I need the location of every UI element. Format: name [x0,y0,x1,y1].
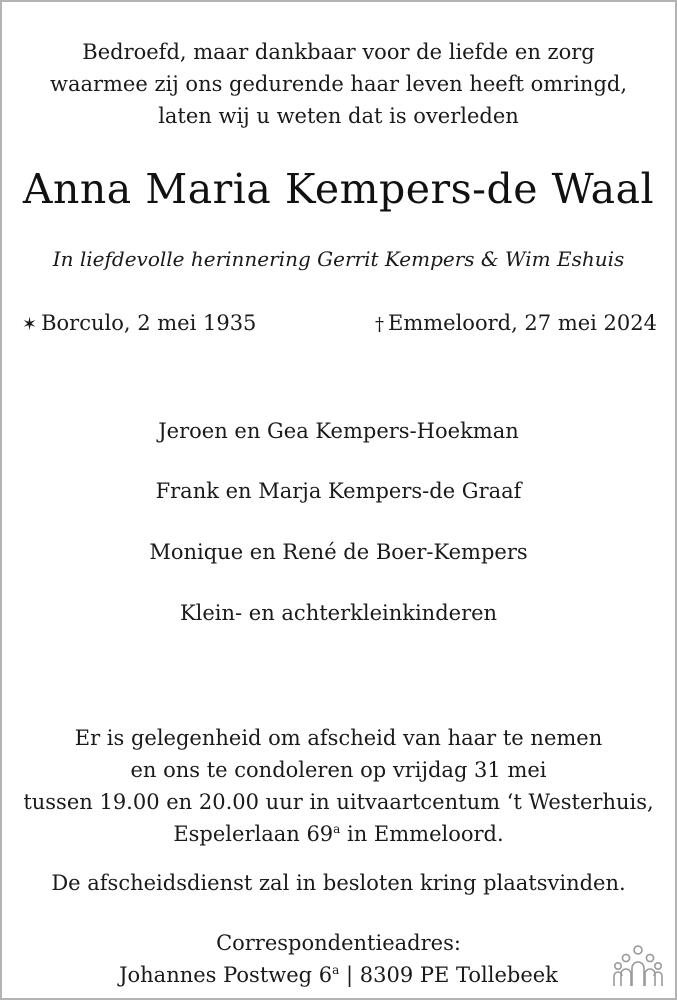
correspondence-street: Johannes Postweg 6 [119,963,333,987]
ceremony-note: De afscheidsdienst zal in besloten kring plaatsvinden. [51,871,626,895]
death-info [375,308,657,340]
relative-line: Klein- en achterkleinkinderen [179,601,498,625]
intro-line: laten wij u weten dat is overleden [158,104,519,128]
intro-line: Bedroefd, maar dankbaar voor de liefde en zorg [82,40,595,64]
visitation-info [2,722,675,850]
correspondence-block [2,927,675,991]
deceased-name: Anna Maria Kempers-de Waal [22,165,655,213]
correspondence-label: Correspondentieadres: [216,931,461,955]
death-text: Emmeloord, 27 mei 2024 [388,311,657,335]
intro-line: waarmee zij ons gedurende haar leven heeft omringd, [49,72,628,96]
people-group-icon [613,944,663,988]
visitation-line: tussen 19.00 en 20.00 uur in uitvaartcentum ‘t Westerhuis, [23,790,654,814]
death-cross-icon: † [375,314,384,335]
visitation-line: en ons te condoleren op vrijdag 31 mei [130,758,547,782]
relative-line: Monique en René de Boer-Kempers [149,540,528,564]
in-memory-line: In liefdevolle herinnering Gerrit Kempers & Wim Eshuis [52,247,625,271]
intro-text [2,36,675,132]
visitation-address-city: in Emmeloord. [340,822,504,846]
visitation-address-suffix: a [333,822,341,836]
correspondence-address [2,959,675,991]
relative-line: Jeroen en Gea Kempers-Hoekman [158,419,519,443]
birth-star-icon: ✶ [22,314,38,335]
visitation-address [2,818,675,850]
birth-info [22,308,256,340]
correspondence-postcode: | 8309 PE Tollebeek [339,963,558,987]
relative-line: Frank en Marja Kempers-de Graaf [155,479,522,503]
correspondence-suffix: a [332,963,340,977]
visitation-address-street: Espelerlaan 69 [173,822,334,846]
birth-text: Borculo, 2 mei 1935 [41,311,257,335]
visitation-line: Er is gelegenheid om afscheid van haar te nemen [74,726,603,750]
